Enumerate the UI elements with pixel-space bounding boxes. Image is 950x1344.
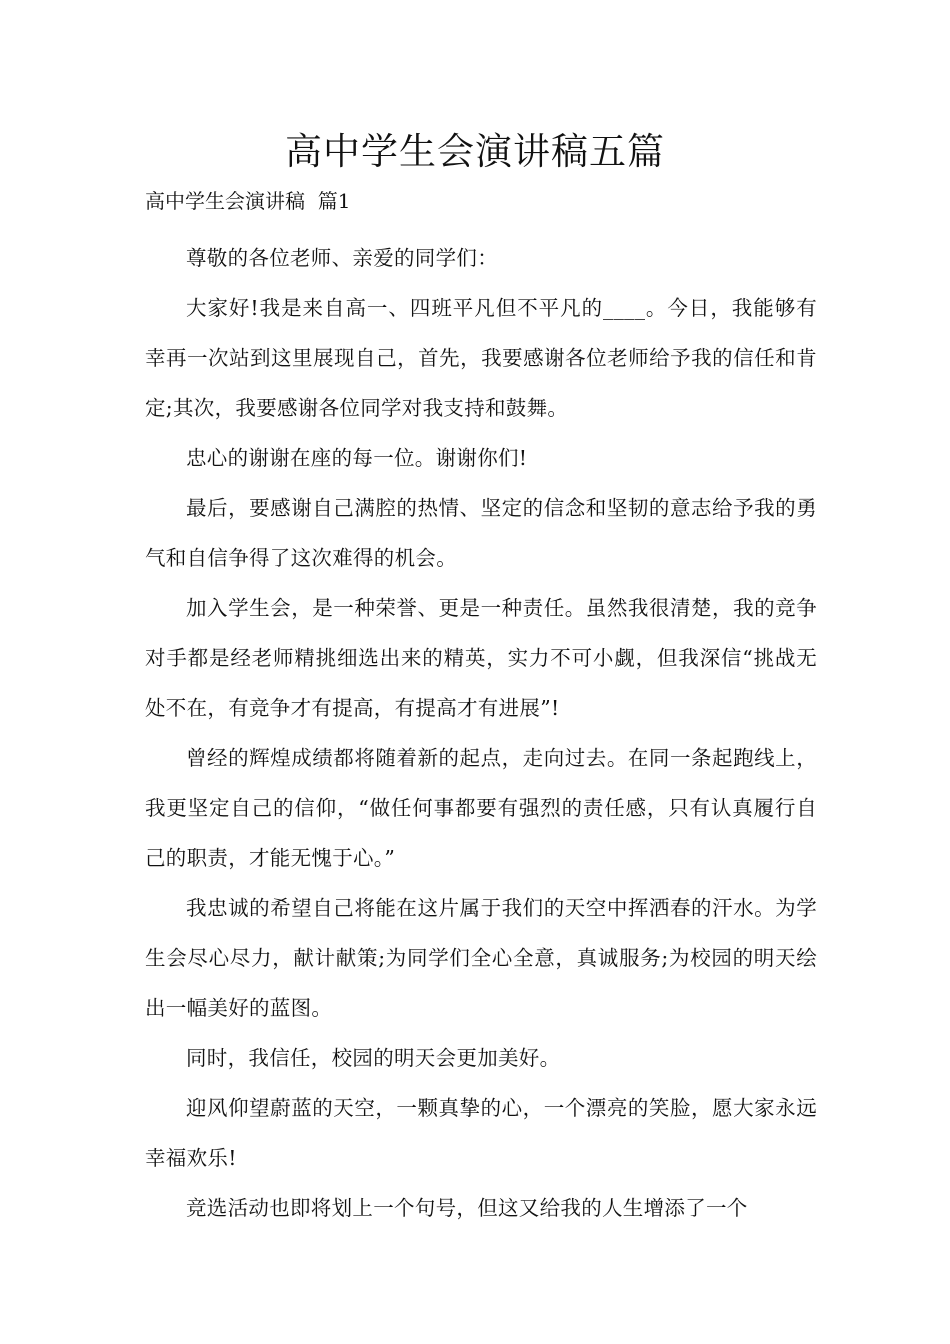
paragraph: 大家好!我是来自高一、四班平凡但不平凡的____。今日，我能够有幸再一次站到这里展现自己，首先，我要感谢各位老师给予我的信任和肯定;其次，我要感谢各位同学对我支持和鼓舞。 [145, 296, 817, 420]
paragraph: 尊敬的各位老师、亲爱的同学们： [186, 246, 498, 270]
document-title: 高中学生会演讲稿五篇 [285, 130, 665, 173]
paragraph: 最后，要感谢自己满腔的热情、坚定的信念和坚韧的意志给予我的勇气和自信争得了这次难得的机会。 [145, 496, 817, 570]
paragraph: 我忠诚的希望自己将能在这片属于我们的天空中挥洒春的汗水。为学生会尽心尽力，献计献策;为同学们全心全意，真诚服务;为校园的明天绘出一幅美好的蓝图。 [145, 896, 817, 1020]
paragraph: 同时，我信任，校园的明天会更加美好。 [186, 1046, 561, 1070]
paragraph: 加入学生会，是一种荣誉、更是一种责任。虽然我很清楚，我的竞争对手都是经老师精挑细选出来的精英，实力不可小觑，但我深信“挑战无处不在，有竞争才有提高，有提高才有进展”! [145, 596, 817, 720]
paragraph: 竞选活动也即将划上一个句号，但这又给我的人生增添了一个 [186, 1196, 748, 1220]
paragraph: 忠心的谢谢在座的每一位。谢谢你们! [186, 446, 528, 470]
paragraph: 迎风仰望蔚蓝的天空，一颗真挚的心，一个漂亮的笑脸，愿大家永远幸福欢乐! [145, 1096, 817, 1170]
section-heading: 高中学生会演讲稿 篇1 [145, 189, 351, 213]
paragraph: 曾经的辉煌成绩都将随着新的起点，走向过去。在同一条起跑线上，我更坚定自己的信仰，“做任何事都要有强烈的责任感，只有认真履行自己的职责，才能无愧于心。” [145, 746, 817, 870]
document-body [145, 233, 817, 1233]
